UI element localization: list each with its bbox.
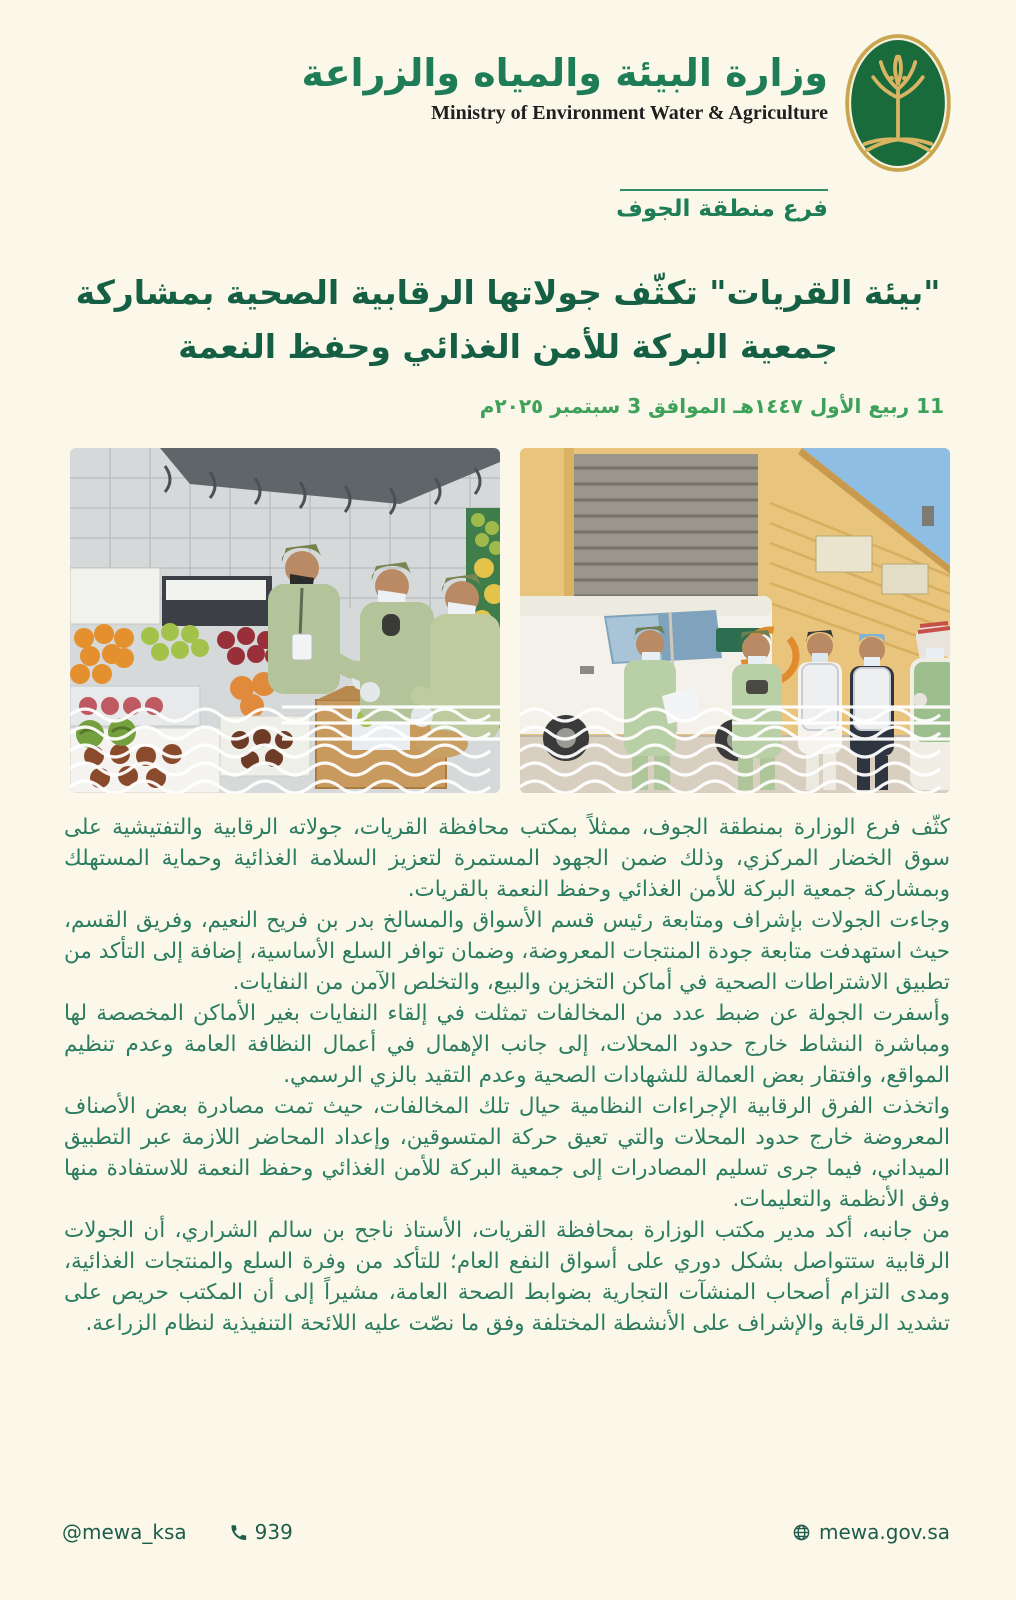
phone-icon [229,1523,248,1542]
social-handle-text: @mewa_ksa [62,1520,187,1544]
inspection-team-truck-photo [520,448,950,793]
paragraph: واتخذت الفرق الرقابية الإجراءات النظامية حيال تلك المخالفات، حيث تمت مصادرة بعض الأصناف المعروضة خارج حدود المحلات والتي تعيق حركة المتسوقين، وإعداد المحاضر اللازمة عبر التطبيق الميداني، فيما جرى تسليم المصادرات إلى جمعية البركة للأمن الغذائي وحفظ النعمة للاستفادة منها وفق الأنظمة والتعليمات. [64,1094,950,1212]
paragraph: وأسفرت الجولة عن ضبط عدد من المخالفات تمثلت في إلقاء النفايات بغير الأماكن المخصصة لها ومباشرة النشاط خارج حدود المحلات، إلى جانب الإهمال في أعمال النظافة العامة وعدم تنظيم المواقع، وافتقار بعض العمالة للشهادات الصحية وعدم التقيد بالزي الرسمي. [64,1001,950,1088]
ministry-name-arabic: وزارة البيئة والمياه والزراعة [301,51,828,95]
paragraph: كثّف فرع الوزارة بمنطقة الجوف، ممثلاً بمكتب محافظة القريات، جولاته الرقابية والتفتيشية على سوق الخضار المركزي، وذلك ضمن الجهود المستمرة لتعزيز السلامة الغذائية وحماية المستهلك وبمشاركة جمعية البركة للأمن الغذائي وحفظ النعمة بالقريات. [64,815,950,902]
ministry-name-english: Ministry of Environment Water & Agriculture [431,101,828,124]
photo-row [66,448,950,793]
ministry-title-block [302,50,828,125]
branch-label: فرع منطقة الجوف [616,196,828,222]
article-body [64,812,950,1339]
article-date: 11 ربيع الأول ١٤٤٧هـ الموافق 3 سبتمبر ٢٠٢٥م [479,394,944,418]
paragraph: من جانبه، أكد مدير مكتب الوزارة بمحافظة القريات، الأستاذ ناجح بن سالم الشراري، أن الجولات الرقابية ستتواصل بشكل دوري على أسواق النفع العام؛ للتأكد من وفرة السلع والمنتجات الغذائية، ومدى التزام أصحاب المنشآت التجارية بضوابط الصحة العامة، مشيراً إلى أن المكتب حريص على تشديد الرقابة والإشراف على الأنشطة المختلفة وفق ما نصّت عليه اللائحة التنفيذية لنظام الزراعة. [64,1218,950,1336]
header-divider [620,189,828,191]
market-produce-inspection-photo [70,448,500,793]
social-handle [62,1520,187,1544]
phone-contact [229,1520,293,1544]
website-url: mewa.gov.sa [818,1520,950,1544]
mewa-emblem-icon [844,33,952,173]
paragraph: وجاءت الجولات بإشراف ومتابعة رئيس قسم الأسواق والمسالخ بدر بن فريح النعيم، وفريق القسم، حيث استهدفت متابعة جودة المنتجات المعروضة، وضمان توافر السلع الأساسية، إضافة إلى التأكد من تطبيق الاشتراطات الصحية في أماكن التخزين والبيع، والتخلص الآمن من النفايات. [63,908,950,995]
footer [0,1520,1016,1560]
article-headline: "بيئة القريات" تكثّف جولاتها الرقابية الصحية بمشاركة جمعية البركة للأمن الغذائي وحفظ النعمة [75,273,941,367]
globe-icon [792,1523,811,1542]
phone-number: 939 [254,1520,293,1544]
